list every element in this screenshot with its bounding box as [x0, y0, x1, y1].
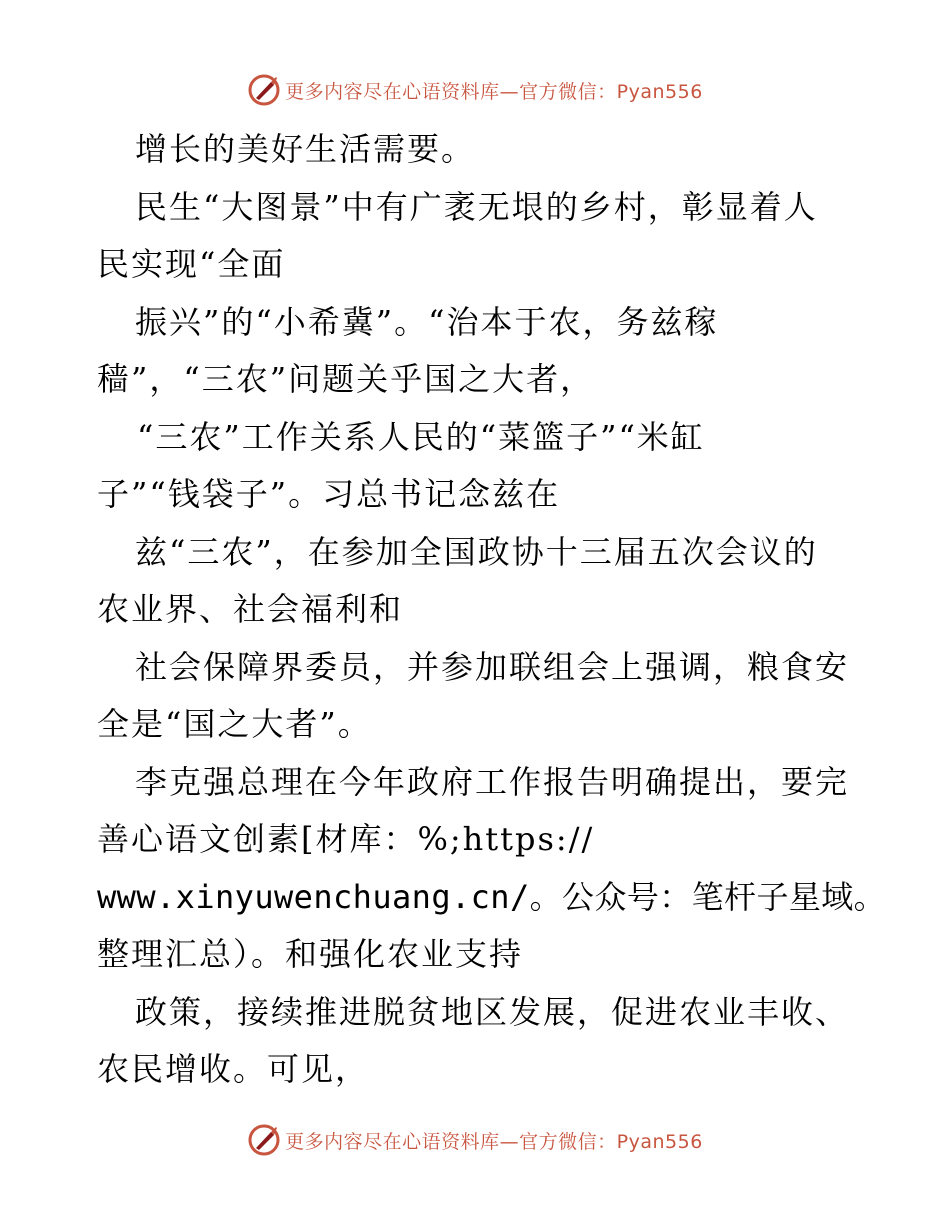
text-line: 全是“国之大者”。 — [97, 705, 372, 743]
text-line: 善心语文创素[材库：%;https:// — [97, 820, 595, 858]
text-line: 兹“三农”，在参加全国政协十三届五次会议的 — [135, 532, 818, 571]
text-line: 振兴”的“小希冀”。“治本于农，务兹稼 — [135, 302, 719, 341]
text-line: 社会保障界委员，并参加联组会上强调，粮食安 — [135, 647, 850, 686]
text-line: 增长的美好生活需要。 — [135, 130, 476, 168]
quill-pen-circle-icon — [247, 1123, 281, 1157]
text-line: 整理汇总）。和强化农业支持 — [97, 935, 524, 973]
text-line: 民实现“全面 — [97, 245, 286, 283]
text-line: 政策，接续推进脱贫地区发展，促进农业丰收、 — [135, 992, 850, 1031]
watermark-text: 更多内容尽在心语资料库—官方微信：Pyan556 — [285, 1130, 703, 1153]
text-line: 农民增收。可见， — [97, 1050, 370, 1088]
document-body — [97, 121, 887, 1099]
text-line: 李克强总理在今年政府工作报告明确提出，要完 — [135, 762, 850, 801]
header-watermark — [0, 68, 950, 112]
text-line: 子”“钱袋子”。习总书记念兹在 — [97, 475, 561, 513]
footer-watermark — [0, 1118, 950, 1162]
text-line: 穑”，“三农”问题关乎国之大者， — [97, 360, 595, 398]
quill-pen-circle-icon — [247, 73, 281, 107]
text-line: “三农”工作关系人民的“菜篮子”“米缸 — [137, 417, 705, 456]
watermark-text: 更多内容尽在心语资料库—官方微信：Pyan556 — [285, 80, 703, 103]
text-line-url: www.xinyuwenchuang.cn/。公众号：笔杆子星域。 — [97, 877, 887, 916]
text-line: 民生“大图景”中有广袤无垠的乡村，彰显着人 — [135, 187, 818, 226]
text-line: 农业界、社会福利和 — [97, 590, 404, 628]
